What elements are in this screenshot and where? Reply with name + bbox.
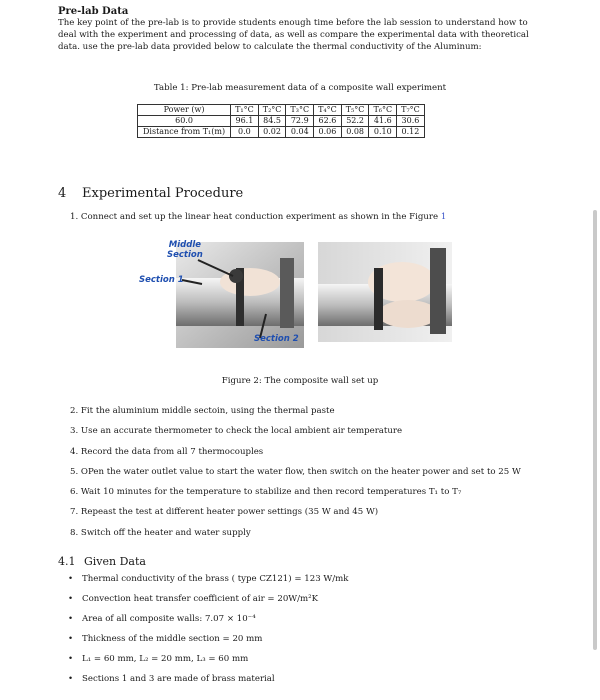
subsection-title: Given Data — [84, 555, 146, 568]
label-line: Middle — [168, 240, 202, 250]
table-cell: 62.6 — [314, 116, 342, 127]
prelab-data-table — [137, 104, 425, 138]
list-item — [68, 614, 349, 634]
list-item-text: L₁ = 60 mm, L₂ = 20 mm, L₃ = 60 mm — [82, 654, 249, 664]
table-cell: Distance from T₁(m) — [138, 127, 231, 138]
bullet-icon: • — [68, 654, 74, 664]
table-cell: 60.0 — [138, 116, 231, 127]
bullet-icon: • — [68, 674, 74, 684]
table-cell: 72.9 — [286, 116, 314, 127]
list-item-text: Thermal conductivity of the brass ( type CZ121) = 123 W/mk — [82, 574, 349, 584]
procedure-step: 3. Use an accurate thermometer to check the local ambient air temperature — [70, 426, 403, 437]
hand-right-bottom — [378, 300, 438, 328]
procedure-step: 8. Switch off the heater and water supply — [70, 527, 251, 538]
table-cell: 0.06 — [314, 127, 342, 138]
table-cell: T₃°C — [286, 105, 314, 116]
bullet-icon: • — [68, 574, 74, 584]
table-cell: 96.1 — [231, 116, 259, 127]
procedure-step: 2. Fit the aluminium middle sectoin, using the thermal paste — [70, 406, 335, 416]
procedure-step: 4. Record the data from all 7 thermocouples — [70, 446, 264, 457]
bullet-icon: • — [68, 634, 74, 644]
label-section-1: Section 1 — [139, 275, 184, 285]
figure-caption: Figure 2: The composite wall set up — [221, 376, 379, 386]
list-item — [68, 654, 349, 674]
list-item — [68, 674, 349, 694]
subsection-number: 4.1 — [58, 555, 76, 568]
table-cell: 0.02 — [258, 127, 286, 138]
table-row — [138, 127, 425, 138]
table-cell: T₅°C — [341, 105, 369, 116]
table-cell: 0.04 — [286, 127, 314, 138]
prelab-title: Pre-lab Data — [58, 6, 129, 17]
procedure-step-1 — [70, 212, 446, 222]
table-cell: 84.5 — [258, 116, 286, 127]
list-item — [68, 634, 349, 654]
section-title: Experimental Procedure — [82, 186, 244, 201]
table-cell: 0.10 — [369, 127, 397, 138]
label-middle-section — [167, 240, 203, 260]
bullet-icon: • — [68, 594, 74, 604]
table-row — [138, 116, 425, 127]
table-cell: 41.6 — [369, 116, 397, 127]
table-cell: T₂°C — [258, 105, 286, 116]
procedure-step: 7. Repeast the test at different heater power settings (35 W and 45 W) — [70, 507, 379, 518]
section-heading — [58, 186, 243, 201]
list-item-text: Area of all composite walls: 7.07 × 10⁻⁴ — [82, 614, 256, 624]
procedure-step: 5. OPen the water outlet value to start the water flow, then switch on the heater power and set to 25 W — [70, 466, 521, 477]
list-item-text: Thickness of the middle section = 20 mm — [82, 634, 263, 644]
table-cell: Power (w) — [138, 105, 231, 116]
subsection-heading — [58, 555, 146, 568]
table-caption: Table 1: Pre-lab measurement data of a composite wall experiment — [153, 83, 447, 93]
table-cell: 0.0 — [231, 127, 259, 138]
label-section-2: Section 2 — [254, 334, 299, 344]
list-item — [68, 574, 349, 594]
table-cell: 0.12 — [397, 127, 425, 138]
table-cell: 30.6 — [397, 116, 425, 127]
hand-left — [220, 268, 280, 296]
step-text: 1. Connect and set up the linear heat conduction experiment as shown in the Figure — [70, 212, 441, 222]
list-item-text: Sections 1 and 3 are made of brass material — [82, 674, 275, 684]
stand-left — [280, 258, 294, 328]
vertical-scrollbar[interactable] — [593, 210, 597, 650]
prelab-paragraph: The key point of the pre-lab is to provide students enough time before the lab session to understand how to deal with the experiment and processing of data, as well as compare the experimental data with theoretical data. use the pre-lab data provided below to calculate the thermal conductivity of the Aluminum: — [58, 18, 529, 52]
label-line: Section — [167, 250, 203, 260]
table-cell: T₄°C — [314, 105, 342, 116]
bullet-icon: • — [68, 614, 74, 624]
section-number: 4 — [58, 186, 67, 201]
procedure-step: 6. Wait 10 minutes for the temperature to stabilize and then record temperatures T₁ to T₇ — [70, 487, 462, 498]
table-cell: T₆°C — [369, 105, 397, 116]
procedure-steps — [70, 406, 521, 548]
figure-link[interactable]: 1 — [440, 212, 447, 222]
table-header-row — [138, 105, 425, 116]
table-cell: T₁°C — [231, 105, 259, 116]
table-cell: 0.08 — [341, 127, 369, 138]
list-item-text: Convection heat transfer coefficient of air = 20W/m²K — [82, 594, 319, 604]
middle-section-ring-right — [374, 268, 383, 330]
stand-right — [430, 248, 446, 334]
table-cell: T₇°C — [397, 105, 425, 116]
table-cell: 52.2 — [341, 116, 369, 127]
list-item — [68, 594, 349, 614]
given-data-list — [68, 574, 349, 694]
